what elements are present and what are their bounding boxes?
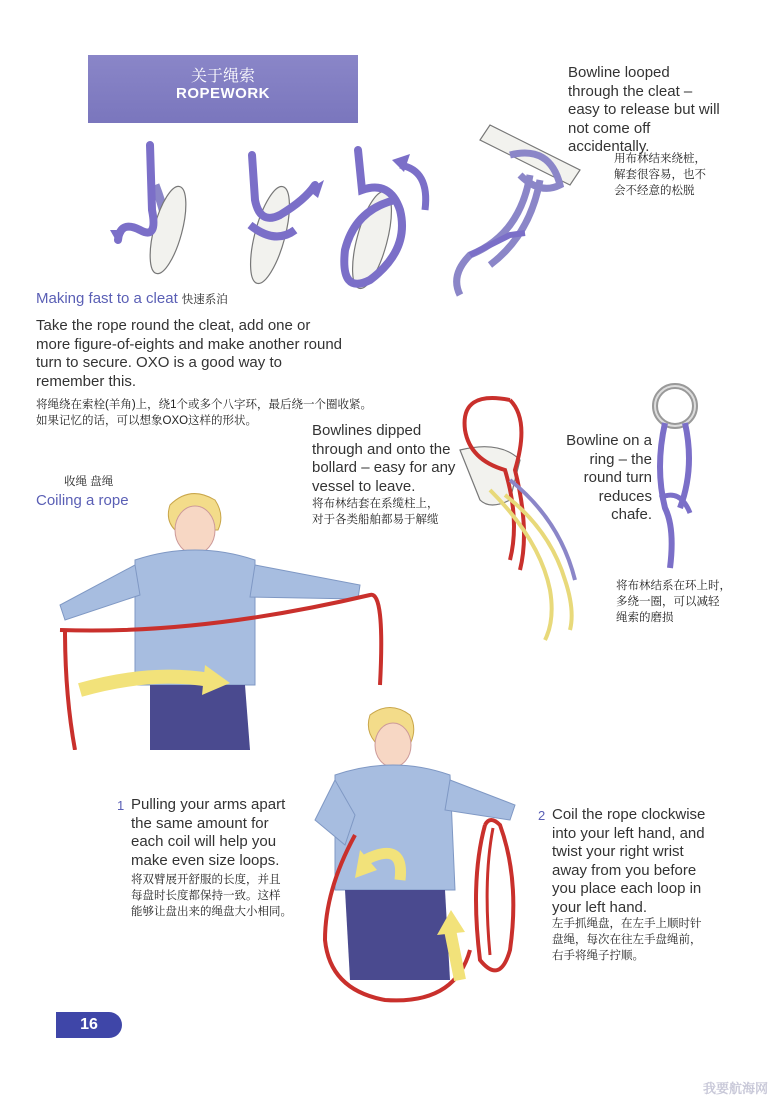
cleat-step-1 xyxy=(110,145,193,277)
cleat-heading-cn: 快速系泊 xyxy=(181,294,228,306)
ring-illustration xyxy=(635,378,715,578)
header-title-cn: 关于绳索 xyxy=(190,68,255,85)
cleat-step-2 xyxy=(243,155,324,287)
cleat-heading xyxy=(36,290,228,307)
step-2-number: 2 xyxy=(538,808,546,823)
page-number: 16 xyxy=(56,1012,122,1038)
step-1-text-cn: 将双臂展开舒服的长度，并且 每盘时长度都保持一致。这样 能够让盘出来的绳盘大小相同。 xyxy=(131,874,292,918)
step-1-text-en: Pulling your arms apart the same amount for each coil will help you make even size loops. xyxy=(131,796,286,869)
coiling-heading-en: Coiling a rope xyxy=(36,492,129,509)
step-2-text-en: Coil the rope clockwise into your left hand, and twist your right wrist away from you before you place each loop in your left hand. xyxy=(552,806,706,916)
cleat-heading-en: Making fast to a cleat xyxy=(36,290,178,307)
person-coiling-step-2 xyxy=(305,700,535,1020)
cleat-body-cn: 将绳绕在索栓(羊角)上，绕1个或多个八字环，最后绕一个圈收紧。 如果记忆的话，可以想象OXO这样的形状。 xyxy=(36,399,373,427)
step-2-text-cn: 左手抓绳盘，在左手上顺时针 盘绳，每次在往左手盘绳前， 右手将绳子拧顺。 xyxy=(552,918,702,962)
bollard-caption-en: Bowlines dipped through and onto the bollard – easy for any vessel to leave. xyxy=(312,422,456,495)
site-watermark: 我要航海网 xyxy=(702,1081,768,1096)
bowline-cleat-caption-en: Bowline looped through the cleat – easy to release but will not come off accidentally. xyxy=(568,64,720,155)
header-title-en: ROPEWORK xyxy=(176,85,270,102)
coiling-heading-cn: 收绳 盘绳 xyxy=(64,476,114,488)
step-1-number: 1 xyxy=(117,798,125,813)
ring-caption-en: Bowline on a ring – the round turn reduces chafe. xyxy=(566,432,652,523)
ring-caption-cn: 将布林结系在环上时， 多绕一圈，可以减轻 绳索的磨损 xyxy=(616,580,731,624)
cleat-body-en: Take the rope round the cleat, add one or more figure-of-eights and make another round turn to secure. OXO is a good way to remember this. xyxy=(36,317,343,390)
bollard-caption-cn: 将布林结套在系缆柱上， 对于各类船舶都易于解缆 xyxy=(312,498,439,526)
cleat-step-3 xyxy=(344,150,425,292)
bowline-cleat-caption-cn: 用布林结来绕桩， 解套很容易，也不 会不经意的松脱 xyxy=(614,153,706,197)
section-header xyxy=(88,55,358,123)
